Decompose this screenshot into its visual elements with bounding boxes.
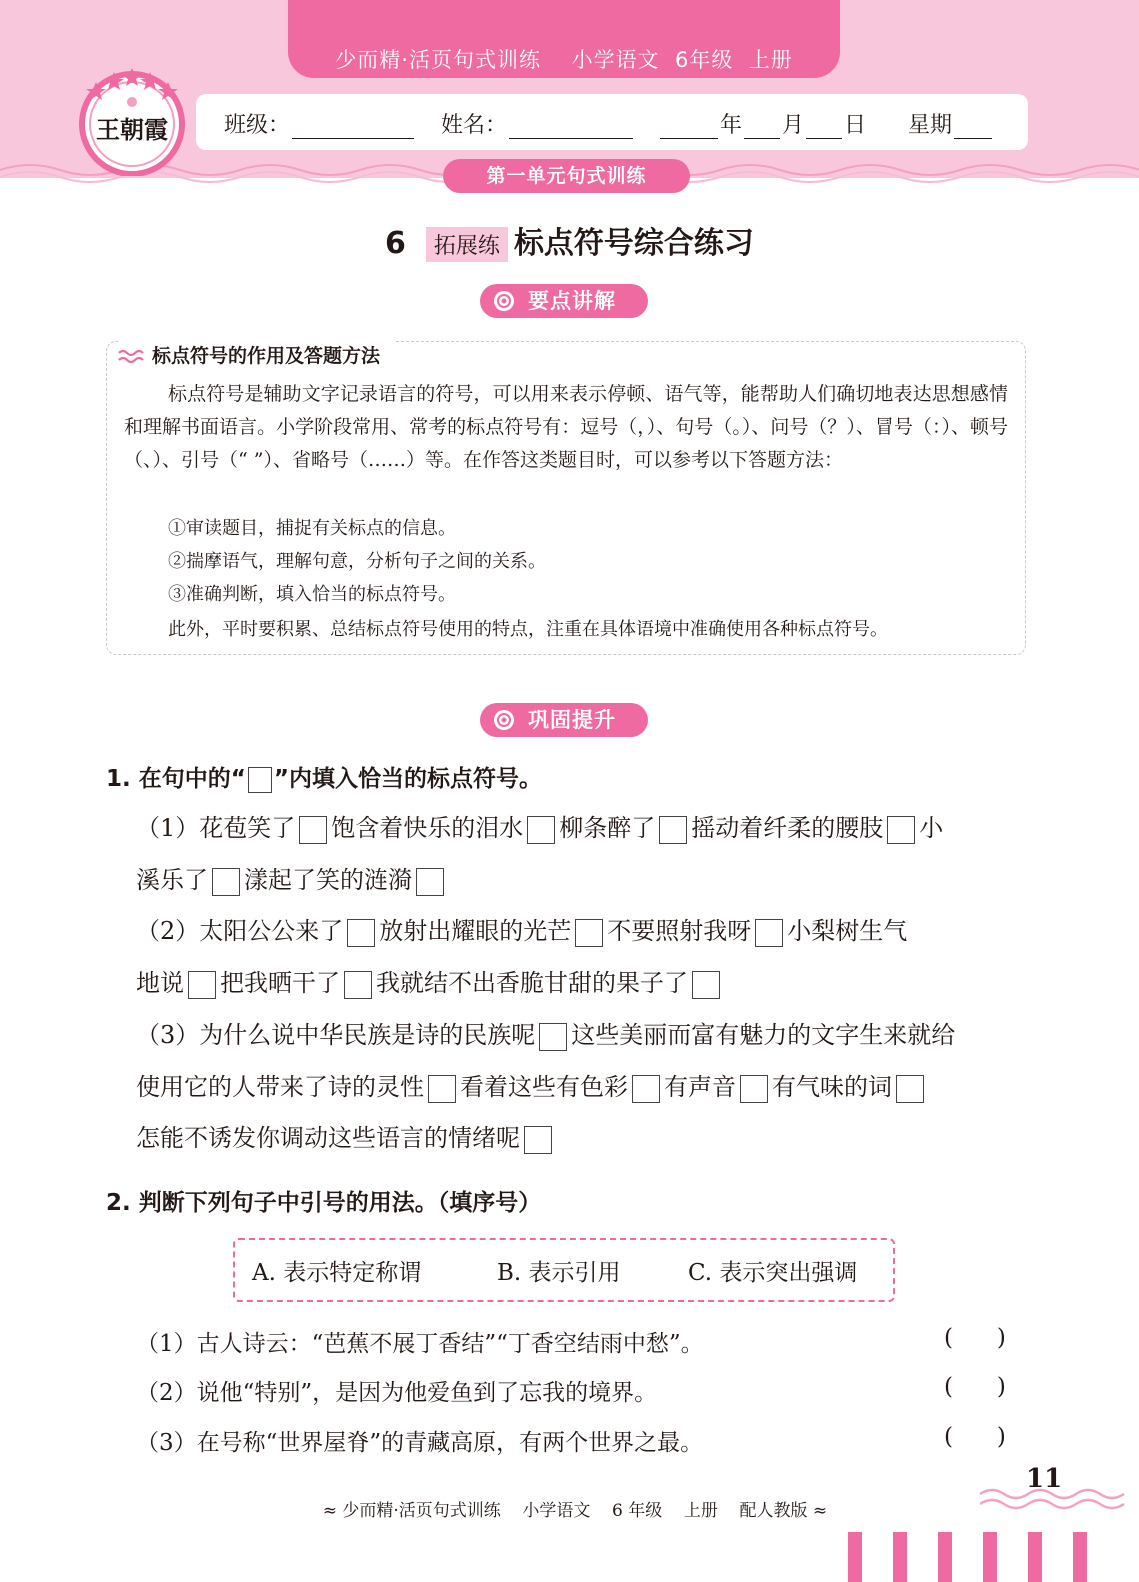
q1-text-segment: （3）为什么说中华民族是诗的民族呢: [136, 1021, 536, 1049]
question-1-title-pre: 1. 在句中的“: [106, 766, 246, 792]
lesson-number: 6: [385, 226, 406, 261]
punctuation-answer-box[interactable]: [347, 919, 375, 947]
q1-text-segment: （1）花苞笑了: [136, 814, 296, 842]
step-1: ①审读题目，捕捉有关标点的信息。: [168, 518, 456, 539]
q1-text-segment: 有声音: [664, 1073, 736, 1101]
explanation-paragraph: 标点符号是辅助文字记录语言的符号，可以用来表示停顿、语气等，能帮助人们确切地表达思想感情和理解书面语言。小学阶段常用、常考的标点符号有：逗号（，）、句号（。）、问号（？）、冒号（：）、顿号（、）、引号（“ ”）、省略号（……）等。在作答这类题目时，可以参考以下答题方法：: [124, 383, 1008, 471]
q1-text-segment: （2）太阳公公来了: [136, 917, 344, 945]
option-a: A. 表示特定称谓: [252, 1260, 422, 1286]
answer-blank-3[interactable]: ( ): [944, 1424, 1006, 1450]
q1-text-segment: 把我晒干了: [220, 969, 340, 997]
footer-wave-icon: ≈: [807, 1501, 828, 1521]
explanation-box-title: [118, 341, 394, 368]
q1-item-3-line-2: [136, 1069, 928, 1105]
punctuation-answer-box[interactable]: [632, 1075, 660, 1103]
step-2: ②揣摩语气，理解句意，分析句子之间的关系。: [168, 551, 546, 572]
punctuation-answer-box[interactable]: [539, 1023, 567, 1051]
punctuation-answer-box[interactable]: [416, 868, 444, 896]
punctuation-answer-box[interactable]: [887, 816, 915, 844]
lesson-tag: 拓展练: [426, 227, 508, 262]
name-field[interactable]: [441, 108, 635, 139]
footer-stripe: [1073, 1532, 1087, 1582]
sample-box: [248, 767, 272, 793]
q1-item-2-line-2: [136, 965, 724, 1001]
q1-item-1-line-1: [136, 810, 943, 846]
class-label: 班级：: [224, 113, 291, 138]
day-label: 日: [844, 113, 867, 138]
waves-icon: [118, 348, 146, 366]
closing-note: 此外，平时要积累、总结标点符号使用的特点，注重在具体语境中准确使用各种标点符号。: [168, 619, 888, 640]
explanation-box-title-text: 标点符号的作用及答题方法: [152, 345, 381, 367]
punctuation-answer-box[interactable]: [755, 919, 783, 947]
page-number: 11: [1026, 1464, 1063, 1494]
judge-item-1: （1）古人诗云：“芭蕉不展丁香结”“丁香空结雨中愁”。: [136, 1331, 704, 1357]
punctuation-answer-box[interactable]: [428, 1075, 456, 1103]
q1-text-segment: 地说: [136, 969, 184, 997]
footer-text: 少而精·活页句式训练 小学语文 6 年级 上册 配人教版: [342, 1501, 808, 1521]
option-b: B. 表示引用: [497, 1260, 621, 1286]
q1-item-3-line-3: [136, 1120, 556, 1156]
punctuation-answer-box[interactable]: [692, 971, 720, 999]
medal-icon: [492, 708, 516, 732]
footer-stripe: [848, 1532, 862, 1582]
lesson-heading: [0, 218, 1139, 262]
answer-blank-2[interactable]: ( ): [944, 1374, 1006, 1400]
section-key-points: [480, 284, 648, 318]
footer-stripe: [893, 1532, 907, 1582]
lesson-title: 标点符号综合练习: [513, 226, 754, 261]
q1-text-segment: 摇动着纤柔的腰肢: [691, 814, 884, 842]
weekday-field[interactable]: [908, 108, 994, 139]
q1-item-2-line-1: [136, 913, 907, 949]
punctuation-answer-box[interactable]: [896, 1075, 924, 1103]
q1-text-segment: 柳条醉了: [559, 814, 656, 842]
q1-text-segment: 溪乐了: [136, 866, 208, 894]
q1-text-segment: 使用它的人带来了诗的灵性: [136, 1073, 424, 1101]
punctuation-answer-box[interactable]: [740, 1075, 768, 1103]
question-1-title: [106, 760, 542, 793]
question-1-title-post: ”内填入恰当的标点符号。: [273, 766, 542, 792]
weekday-label: 星期: [908, 113, 953, 138]
option-c: C. 表示突出强调: [688, 1260, 858, 1286]
punctuation-answer-box[interactable]: [188, 971, 216, 999]
section-practice: [480, 703, 648, 737]
q1-text-segment: 我就结不出香脆甘甜的果子了: [376, 969, 688, 997]
q1-text-segment: 放射出耀眼的光芒: [379, 917, 572, 945]
punctuation-answer-box[interactable]: [212, 868, 240, 896]
section-practice-label: 巩固提升: [528, 708, 616, 732]
footer-wave-decoration: [980, 1482, 1130, 1516]
name-label: 姓名：: [441, 113, 508, 138]
q1-text-segment: 怎能不诱发你调动这些语言的情绪呢: [136, 1124, 520, 1152]
punctuation-answer-box[interactable]: [344, 971, 372, 999]
judge-item-2: （2）说他“特别”，是因为他爱鱼到了忘我的境界。: [136, 1380, 658, 1406]
logo-text: 王朝霞: [96, 115, 168, 144]
q1-text-segment: 小: [919, 814, 944, 842]
q1-item-1-line-2: [136, 862, 448, 898]
answer-blank-1[interactable]: ( ): [944, 1325, 1006, 1351]
punctuation-answer-box[interactable]: [659, 816, 687, 844]
year-label: 年: [720, 113, 743, 138]
q1-text-segment: 这些美丽而富有魅力的文字生来就给: [571, 1021, 956, 1049]
footer-stripe: [938, 1532, 952, 1582]
q1-item-3-line-1: [136, 1017, 955, 1053]
unit-badge: 第一单元句式训练: [443, 159, 690, 193]
class-field[interactable]: [224, 108, 416, 139]
punctuation-answer-box[interactable]: [527, 816, 555, 844]
punctuation-answer-box[interactable]: [299, 816, 327, 844]
q1-text-segment: 漾起了笑的涟漪: [244, 866, 412, 894]
section-key-points-label: 要点讲解: [528, 289, 616, 313]
medal-icon: [492, 289, 516, 313]
q1-text-segment: 小梨树生气: [787, 917, 908, 945]
date-field[interactable]: [658, 108, 866, 139]
q1-text-segment: 不要照射我呀: [607, 917, 752, 945]
footer-wave-icon: ≈: [322, 1501, 343, 1521]
footer-stripe: [1028, 1532, 1042, 1582]
footer-stripe: [983, 1532, 997, 1582]
punctuation-answer-box[interactable]: [575, 919, 603, 947]
step-3: ③准确判断，填入恰当的标点符号。: [168, 584, 456, 605]
series-title: 少而精·活页句式训练 小学语文 6年级 上册: [335, 48, 793, 72]
judge-item-3: （3）在号称“世界屋脊”的青藏高原，有两个世界之最。: [136, 1430, 704, 1456]
q1-text-segment: 看着这些有色彩: [460, 1073, 628, 1101]
q1-text-segment: 有气味的词: [772, 1073, 892, 1101]
punctuation-answer-box[interactable]: [524, 1126, 552, 1154]
month-label: 月: [782, 113, 805, 138]
footer: [0, 1476, 1139, 1521]
q1-text-segment: 饱含着快乐的泪水: [331, 814, 524, 842]
question-2-title: 2. 判断下列句子中引号的用法。（填序号）: [106, 1190, 542, 1216]
